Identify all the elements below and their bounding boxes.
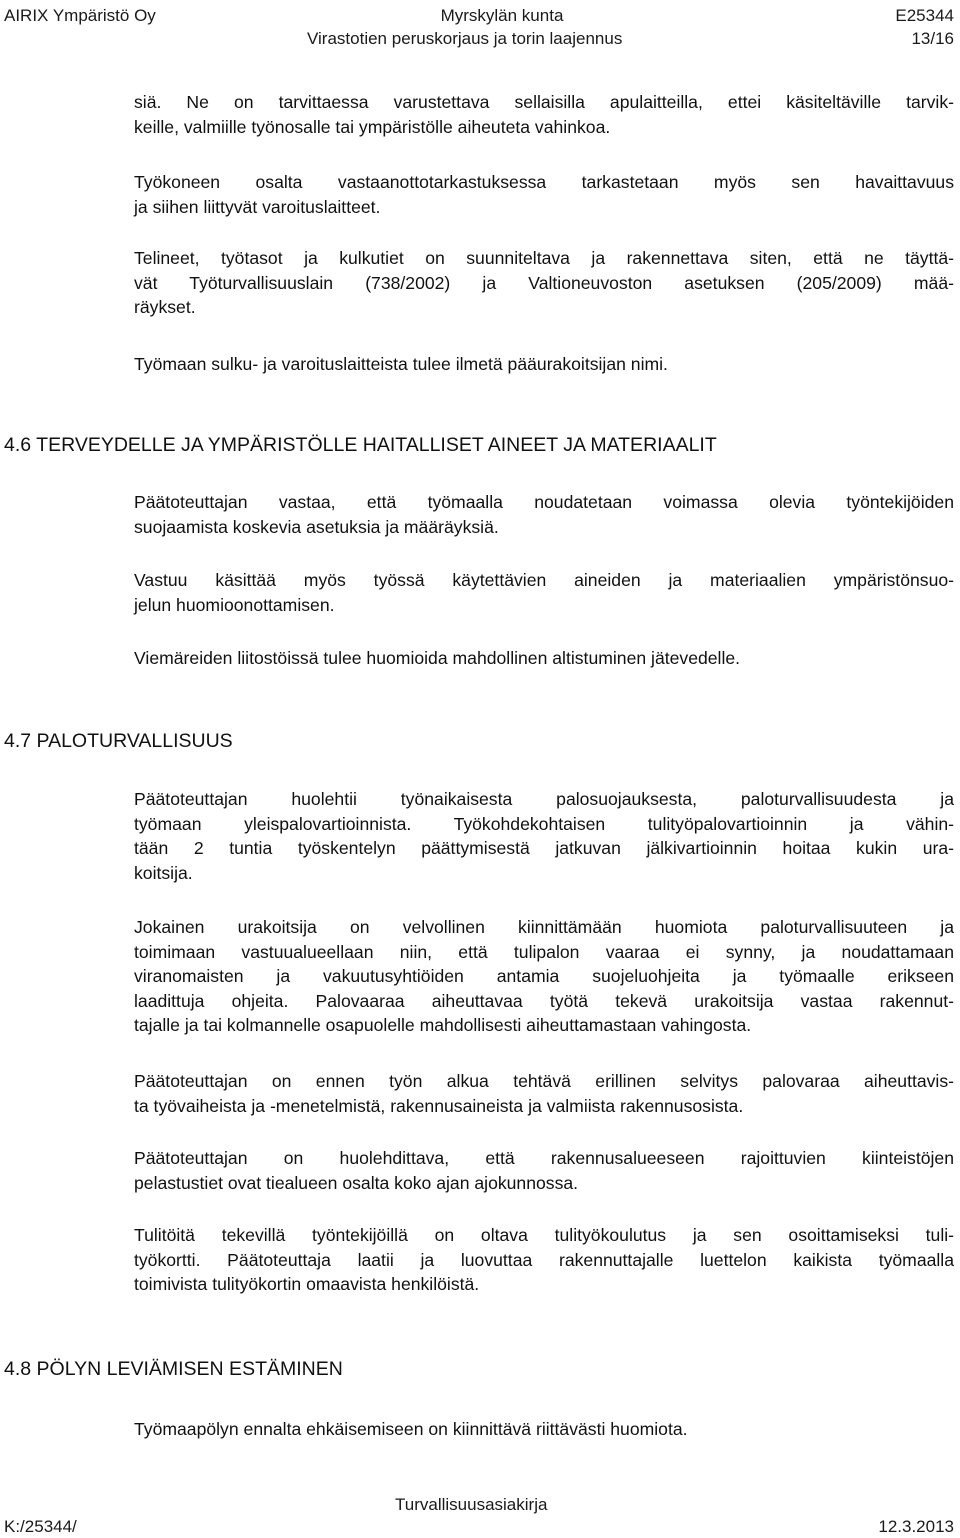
text-line: Viemäreiden liitostöissä tulee huomioida mahdollinen altistuminen jätevedelle. xyxy=(134,648,741,668)
text-line: räykset. xyxy=(134,297,196,317)
paragraph xyxy=(134,90,954,139)
header-client: Myrskylän kunta xyxy=(440,6,564,25)
paragraph xyxy=(134,246,954,320)
text-line: Päätoteuttajan on ennen työn alkua tehtävä erillinen selvitys palovaraa aiheuttavis- xyxy=(134,1071,954,1091)
header-page-number: 13/16 xyxy=(911,29,954,48)
text-line: vät Työturvallisuuslain (738/2002) ja Valtioneuvoston asetuksen (205/2009) mää- xyxy=(134,272,954,293)
text-line: jelun huomioonottamisen. xyxy=(134,594,335,615)
text-line: keille, valmiille työnosalle tai ympäristölle aiheuteta vahinkoa. xyxy=(134,116,611,137)
text-line: toimivista tulityökortin omaavista henkilöistä. xyxy=(134,1274,480,1294)
paragraph xyxy=(134,352,954,377)
paragraph xyxy=(134,1417,954,1442)
text-line: Vastuu käsittää myös työssä käytettävien aineiden ja materiaalien ympäristönsuo- xyxy=(134,570,954,590)
text-line: laadittuja ohjeita. Palovaaraa aiheuttavaa työtä tekevä urakoitsija vastaa rakennut- xyxy=(134,990,954,1011)
text-line: ja siihen liittyvät varoituslaitteet. xyxy=(134,196,381,217)
text-line: työkortti. Päätoteuttaja laatii ja luovuttaa rakennuttajalle luettelon kaikista työmaalla xyxy=(134,1249,954,1270)
text-line: Työkoneen osalta vastaanottotarkastuksessa tarkastetaan myös sen havaittavuus xyxy=(134,172,954,192)
text-line: Jokainen urakoitsija on velvollinen kiinnittämään huomiota paloturvallisuuteen ja xyxy=(134,917,954,937)
footer-date: 12.3.2013 xyxy=(878,1517,954,1536)
text-line: koitsija. xyxy=(134,862,193,883)
text-line: Telineet, työtasot ja kulkutiet on suunniteltava ja rakennettava siten, että ne täyttä- xyxy=(134,248,954,268)
page-header xyxy=(0,0,960,60)
paragraph xyxy=(134,170,954,219)
text-line: siä. Ne on tarvittaessa varustettava sellaisilla apulaitteilla, ettei käsiteltäville tarvik- xyxy=(134,92,954,112)
header-project: Virastotien peruskorjaus ja torin laajennus xyxy=(307,29,623,48)
paragraph xyxy=(134,490,954,539)
text-line: Päätoteuttajan huolehtii työnaikaisesta palosuojauksesta, paloturvallisuudesta ja xyxy=(134,789,954,809)
paragraph xyxy=(134,646,954,671)
text-line: työmaan yleispalovartioinnista. Työkohdekohtaisen tulityöpalovartioinnin ja vähin- xyxy=(134,813,954,834)
paragraph xyxy=(134,915,954,1038)
text-line: Päätoteuttajan on huolehdittava, että rakennusalueeseen rajoittuvien kiinteistöjen xyxy=(134,1148,954,1168)
paragraph xyxy=(134,1146,954,1195)
text-line: viranomaisten ja vakuutusyhtiöiden antamia suojeluohjeita ja työmaalle erikseen xyxy=(134,966,954,986)
paragraph xyxy=(134,1069,954,1118)
text-line: suojaamista koskevia asetuksia ja määräyksiä. xyxy=(134,516,499,537)
footer-document-type: Turvallisuusasiakirja xyxy=(395,1495,548,1514)
paragraph xyxy=(134,1223,954,1297)
text-line: toimimaan vastuualueellaan niin, että tulipalon vaaraa ei synny, ja noudattamaan xyxy=(134,941,954,962)
text-line: Työmaapölyn ennalta ehkäisemiseen on kiinnittävä riittävästi huomiota. xyxy=(134,1419,688,1439)
header-doc-code: E25344 xyxy=(895,6,954,25)
page-footer xyxy=(0,1490,960,1538)
text-line: tajalle ja tai kolmannelle osapuolelle mahdollisesti aiheuttamastaan vahingosta. xyxy=(134,1015,752,1035)
text-line: pelastustiet ovat tiealueen osalta koko ajan ajokunnossa. xyxy=(134,1172,579,1193)
section-heading-4-8: 4.8 PÖLYN LEVIÄMISEN ESTÄMINEN xyxy=(4,1358,343,1380)
paragraph xyxy=(134,787,954,885)
text-line: Tulitöitä tekevillä työntekijöillä on oltava tulityökoulutus ja sen osoittamiseksi tuli- xyxy=(134,1225,954,1245)
text-line: Päätoteuttajan vastaa, että työmaalla noudatetaan voimassa olevia työntekijöiden xyxy=(134,492,954,512)
header-company: AIRIX Ympäristö Oy xyxy=(4,6,156,25)
text-line: ta työvaiheista ja -menetelmistä, rakennusaineista ja valmiista rakennusosista. xyxy=(134,1095,744,1116)
paragraph xyxy=(134,568,954,617)
text-line: Työmaan sulku- ja varoituslaitteista tulee ilmetä pääurakoitsijan nimi. xyxy=(134,354,668,374)
text-line: tään 2 tuntia työskentelyn päättymisestä jatkuvan jälkivartioinnin hoitaa kukin ura- xyxy=(134,838,954,858)
section-heading-4-7: 4.7 PALOTURVALLISUUS xyxy=(4,730,233,752)
section-heading-4-6: 4.6 TERVEYDELLE JA YMPÄRISTÖLLE HAITALLISET AINEET JA MATERIAALIT xyxy=(4,434,717,456)
footer-file-path: K:/25344/ xyxy=(4,1517,77,1536)
